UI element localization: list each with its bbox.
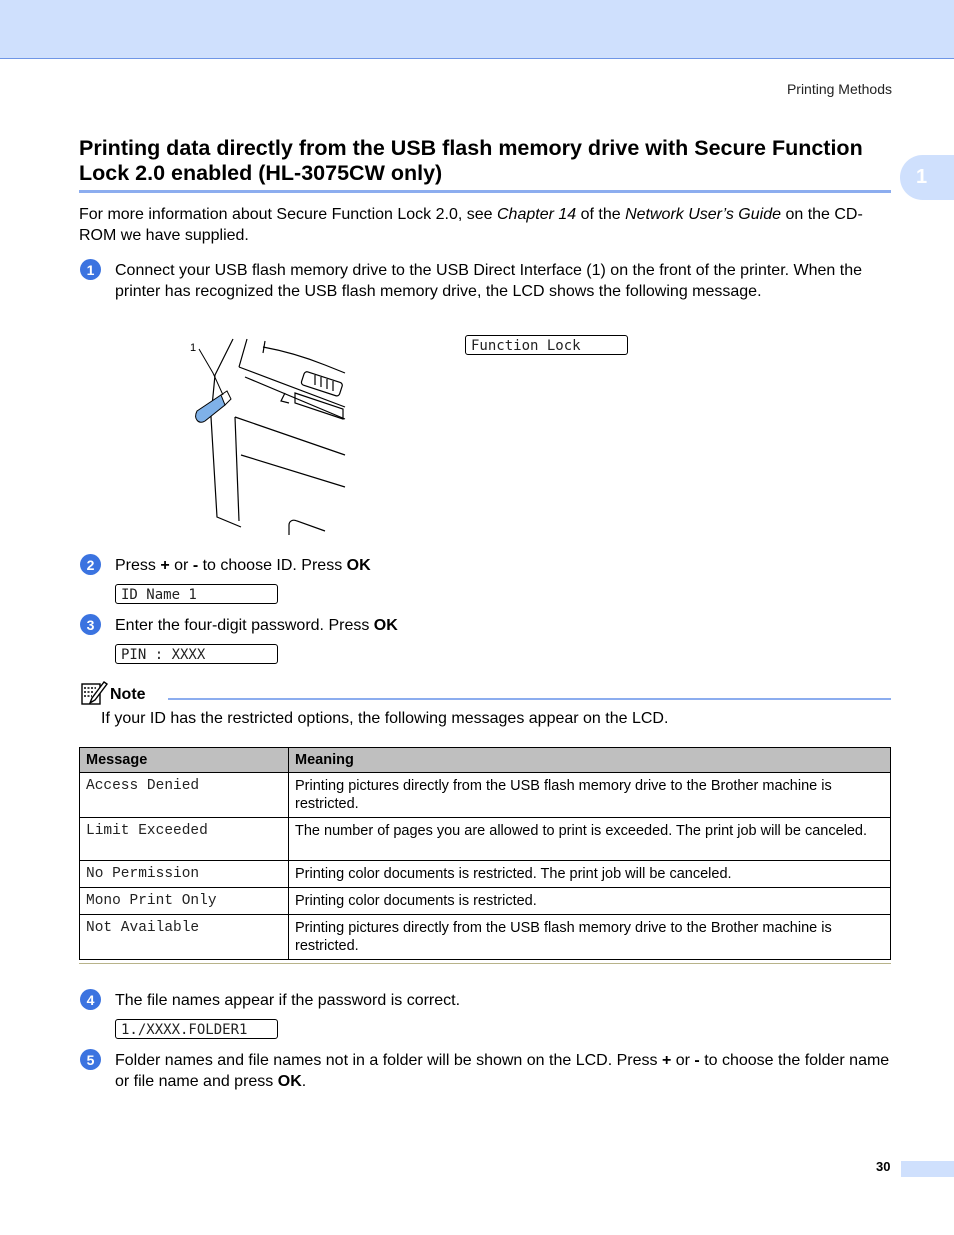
- step-2-text: Press + or - to choose ID. Press OK: [115, 557, 371, 574]
- chapter-tab: [900, 155, 954, 200]
- step-number-4: 4: [80, 989, 101, 1010]
- page-tab: [901, 1161, 954, 1177]
- page-number: 30: [876, 1159, 891, 1174]
- ok-key: OK: [277, 1073, 302, 1090]
- running-head: Printing Methods: [786, 81, 892, 97]
- message-cell: No Permission: [80, 861, 289, 888]
- guide-reference: Network User’s Guide: [625, 206, 781, 223]
- step-number-3: 3: [80, 614, 101, 635]
- note-label: Note: [110, 686, 146, 703]
- lcd-pin: PIN : XXXX: [115, 644, 278, 664]
- table-row: [80, 818, 891, 861]
- table-row: [80, 888, 891, 915]
- table-row: [80, 915, 891, 960]
- plus-key: +: [661, 1052, 672, 1069]
- lcd-message-table: [79, 747, 891, 960]
- callout-label: 1: [190, 342, 197, 354]
- ok-key: OK: [373, 617, 398, 634]
- note-text: If your ID has the restricted options, the following messages appear on the LCD.: [101, 710, 669, 727]
- step-4-text: The file names appear if the password is correct.: [115, 992, 461, 1009]
- title-rule: [79, 190, 891, 193]
- intro-paragraph: For more information about Secure Function Lock 2.0, see Chapter 14 of the Network User’s Guide on the CD-ROM we have supplied.: [79, 206, 863, 244]
- meaning-cell: Printing color documents is restricted.: [289, 888, 891, 915]
- lcd-function-lock: Function Lock: [465, 335, 628, 355]
- step-3-text: Enter the four-digit password. Press OK: [115, 617, 398, 634]
- lcd-folder: 1./XXXX.FOLDER1: [115, 1019, 278, 1039]
- table-bottom-rule: [79, 963, 891, 964]
- meaning-cell: The number of pages you are allowed to print is exceeded. The print job will be canceled.: [289, 818, 891, 861]
- chapter-reference: Chapter 14: [497, 206, 577, 223]
- note-rule: [168, 698, 891, 700]
- table-row: [80, 773, 891, 818]
- step-number-5: 5: [80, 1049, 101, 1070]
- plus-key: +: [160, 557, 170, 574]
- message-cell: Limit Exceeded: [80, 818, 289, 861]
- meaning-cell: Printing pictures directly from the USB flash memory drive to the Brother machine is restricted.: [289, 773, 891, 818]
- lcd-id-name: ID Name 1: [115, 584, 278, 604]
- ok-key: OK: [346, 557, 371, 574]
- step-1-text: Connect your USB flash memory drive to the USB Direct Interface (1) on the front of the printer. When the printer has recognized the USB flash memory drive, the LCD shows the following message.: [115, 262, 863, 300]
- step-number-1: 1: [80, 259, 101, 280]
- step-5-text: Folder names and file names not in a folder will be shown on the LCD. Press + or - to choose the folder name or file name and press OK.: [115, 1052, 890, 1090]
- table-row: [80, 861, 891, 888]
- message-cell: Not Available: [80, 915, 289, 960]
- chapter-number: 1: [916, 166, 928, 188]
- message-cell: Mono Print Only: [80, 888, 289, 915]
- message-cell: Access Denied: [80, 773, 289, 818]
- page-title: Printing data directly from the USB flash memory drive with Secure Function Lock 2.0 enabled (HL-3075CW only): [79, 136, 863, 185]
- column-header-meaning: Meaning: [289, 748, 891, 773]
- step-number-2: 2: [80, 554, 101, 575]
- meaning-cell: Printing pictures directly from the USB flash memory drive to the Brother machine is restricted.: [289, 915, 891, 960]
- column-header-message: Message: [80, 748, 289, 773]
- table-header-row: [80, 748, 891, 773]
- meaning-cell: Printing color documents is restricted. The print job will be canceled.: [289, 861, 891, 888]
- header-band: [0, 0, 954, 59]
- note-pencil-icon: [80, 680, 108, 706]
- printer-usb-illustration: [185, 335, 350, 535]
- minus-key: -: [694, 1052, 700, 1069]
- minus-key: -: [192, 557, 199, 574]
